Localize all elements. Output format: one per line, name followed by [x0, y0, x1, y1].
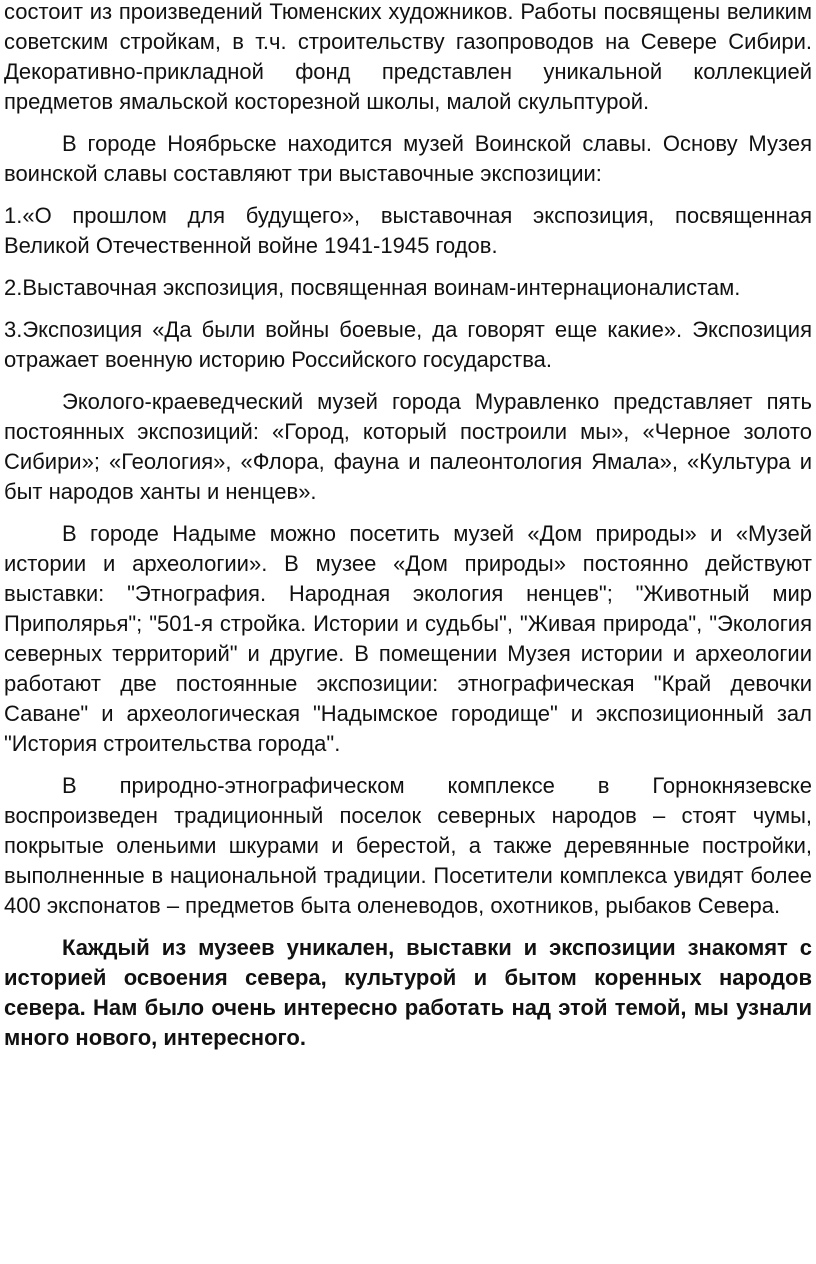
paragraph-gornoknyazevsk-complex: В природно-этнографическом комплексе в Горнокнязевске воспроизведен традиционный поселок северных народов – стоят чумы, покрытые оленьими шкурами и берестой, а также деревянные постройки, выполненные в национальной традиции. Посетители комплекса увидят более 400 экспонатов – предметов быта оленеводов, охотников, рыбаков Севера. — [4, 773, 812, 918]
paragraph-nadym-museums: В городе Надыме можно посетить музей «Дом природы» и «Музей истории и археологии». В музее «Дом природы» постоянно действуют выставки: "Этнография. Народная экология ненцев"; "Животный мир Приполярья"; "501-я стройка. Истории и судьбы", "Живая природа", "Экология северных территорий" и другие. В помещении Музея истории и археологии работают две постоянные экспозиции: этнографическая "Край девочки Саване" и археологическая "Надымское городище" и экспозиционный зал "История строительства города". — [4, 521, 812, 756]
list-item-exposition-3: 3.Экспозиция «Да были войны боевые, да говорят еще какие». Экспозиция отражает военную историю Российского государства. — [4, 317, 812, 372]
paragraph-noyabrsk-museum: В городе Ноябрьске находится музей Воинской славы. Основу Музея воинской славы составляют три выставочные экспозиции: — [4, 131, 812, 186]
list-item-exposition-2: 2.Выставочная экспозиция, посвященная воинам-интернационалистам. — [4, 275, 741, 300]
paragraph-muravlenko-museum: Эколого-краеведческий музей города Муравленко представляет пять постоянных экспозиций: «Город, который построили мы», «Черное золото Сибири»; «Геология», «Флора, фауна и палеонтология Ямала», «Культура и быт народов ханты и ненцев». — [4, 389, 812, 504]
paragraph-collection-continuation: состоит из произведений Тюменских художников. Работы посвящены великим советским стройкам, в т.ч. строительству газопроводов на Севере Сибири. Декоративно-прикладной фонд представлен уникальной коллекцией предметов ямальской косторезной школы, малой скульптурой. — [4, 0, 812, 114]
list-item-exposition-1: 1.«О прошлом для будущего», выставочная экспозиция, посвященная Великой Отечественной войне 1941-1945 годов. — [4, 203, 812, 258]
document-page — [4, 0, 812, 1053]
paragraph-conclusion: Каждый из музеев уникален, выставки и экспозиции знакомят с историей освоения севера, культурой и бытом коренных народов севера. Нам было очень интересно работать над этой темой, мы узнали много нового, интересного. — [4, 935, 812, 1050]
